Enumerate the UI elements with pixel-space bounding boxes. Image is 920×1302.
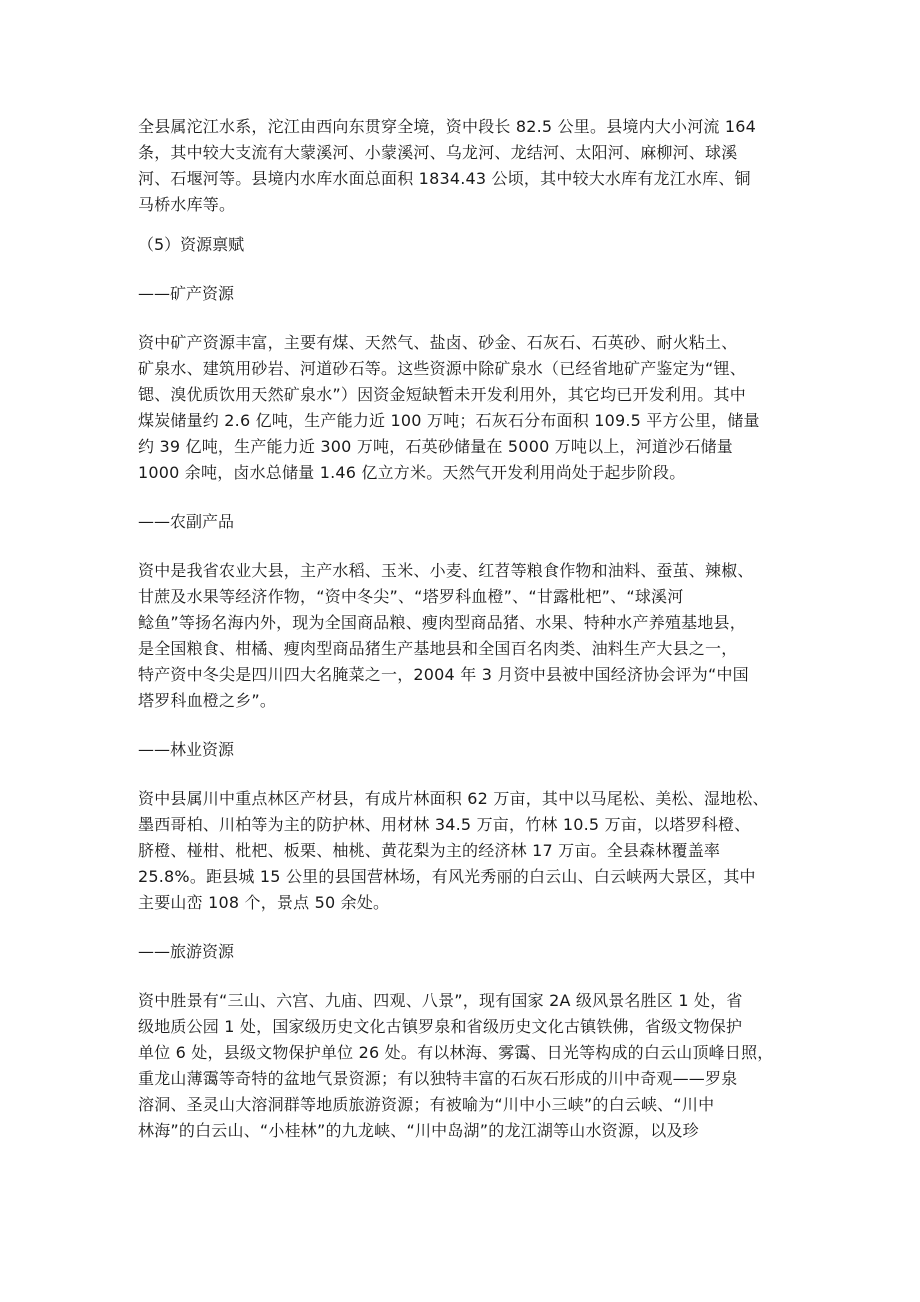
text-line: 马桥水库等。 bbox=[138, 195, 236, 214]
text-line: 条，其中较大支流有大蒙溪河、小蒙溪河、乌龙河、龙结河、太阳河、麻柳河、球溪 bbox=[138, 143, 738, 162]
text-line: 是全国粮食、柑橘、瘦肉型商品猪生产基地县和全国百名肉类、油料生产大县之一， bbox=[138, 639, 738, 658]
paragraph-water-system bbox=[138, 114, 798, 218]
text-line: 资中县属川中重点林区产材县，有成片林面积 62 万亩，其中以马尾松、美松、湿地松、 bbox=[138, 789, 769, 808]
text-line: 级地质公园 1 处，国家级历史文化古镇罗泉和省级历史文化古镇铁佛，省级文物保护 bbox=[138, 1017, 743, 1036]
text-line: 1000 余吨，卤水总储量 1.46 亿立方米。天然气开发利用尚处于起步阶段。 bbox=[138, 463, 686, 482]
text-line: 林海”的白云山、“小桂林”的九龙峡、“川中岛湖”的龙江湖等山水资源，以及珍 bbox=[138, 1121, 699, 1140]
text-line: 鲶鱼”等扬名海内外，现为全国商品粮、瘦肉型商品猪、水果、特种水产养殖基地县， bbox=[138, 613, 746, 632]
text-line: 全县属沱江水系，沱江由西向东贯穿全境，资中段长 82.5 公里。县境内大小河流 164 bbox=[138, 117, 757, 136]
section-heading-resources: （5）资源禀赋 bbox=[138, 235, 245, 254]
text-line: 矿泉水、建筑用砂岩、河道砂石等。这些资源中除矿泉水（已经省地矿产鉴定为“锂、 bbox=[138, 359, 746, 378]
text-line: 脐橙、椪柑、枇杷、板栗、柚桃、黄花梨为主的经济林 17 万亩。全县森林覆盖率 bbox=[138, 841, 721, 860]
subheading-agriculture: ——农副产品 bbox=[138, 512, 235, 531]
subheading-tourism: ——旅游资源 bbox=[138, 942, 235, 961]
paragraph-forestry bbox=[138, 786, 798, 916]
text-line: 溶洞、圣灵山大溶洞群等地质旅游资源；有被喻为“川中小三峡”的白云峡、“川中 bbox=[138, 1095, 715, 1114]
subheading-mineral: ——矿产资源 bbox=[138, 284, 235, 303]
paragraph-agriculture bbox=[138, 558, 798, 714]
text-line: 主要山峦 108 个，景点 50 余处。 bbox=[138, 893, 390, 912]
text-line: 墨西哥柏、川柏等为主的防护林、用材林 34.5 万亩，竹林 10.5 万亩，以塔罗科橙、 bbox=[138, 815, 751, 834]
subheading-forestry: ——林业资源 bbox=[138, 740, 235, 759]
text-line: 资中是我省农业大县，主产水稻、玉米、小麦、红苕等粮食作物和油料、蚕茧、辣椒、 bbox=[138, 561, 754, 580]
paragraph-mineral bbox=[138, 330, 798, 486]
text-line: 特产资中冬尖是四川四大名腌菜之一，2004 年 3 月资中县被中国经济协会评为“中国 bbox=[138, 665, 749, 684]
text-line: 锶、溴优质饮用天然矿泉水”）因资金短缺暂未开发利用外，其它均已开发利用。其中 bbox=[138, 385, 746, 404]
text-line: 重龙山薄霭等奇特的盆地气景资源；有以独特丰富的石灰石形成的川中奇观——罗泉 bbox=[138, 1069, 738, 1088]
text-line: 塔罗科血橙之乡”。 bbox=[138, 691, 277, 710]
text-line: 单位 6 处，县级文物保护单位 26 处。有以林海、雾霭、日光等构成的白云山顶峰日照， bbox=[138, 1043, 774, 1062]
text-line: 煤炭储量约 2.6 亿吨，生产能力近 100 万吨；石灰石分布面积 109.5 平方公里，储量 bbox=[138, 411, 760, 430]
text-line: 约 39 亿吨，生产能力近 300 万吨，石英砂储量在 5000 万吨以上，河道沙石储量 bbox=[138, 437, 733, 456]
paragraph-tourism bbox=[138, 988, 798, 1144]
text-line: 资中矿产资源丰富，主要有煤、天然气、盐卤、砂金、石灰石、石英砂、耐火粘土、 bbox=[138, 333, 738, 352]
text-line: 资中胜景有“三山、六宫、九庙、四观、八景”，现有国家 2A 级风景名胜区 1 处，省 bbox=[138, 991, 743, 1010]
document-page bbox=[138, 114, 798, 1144]
text-line: 甘蔗及水果等经济作物，“资中冬尖”、“塔罗科血橙”、“甘露枇杷”、“球溪河 bbox=[138, 587, 684, 606]
text-line: 25.8%。距县城 15 公里的县国营林场，有风光秀丽的白云山、白云峡两大景区，其中 bbox=[138, 867, 756, 886]
text-line: 河、石堰河等。县境内水库水面总面积 1834.43 公顷，其中较大水库有龙江水库、铜 bbox=[138, 169, 751, 188]
